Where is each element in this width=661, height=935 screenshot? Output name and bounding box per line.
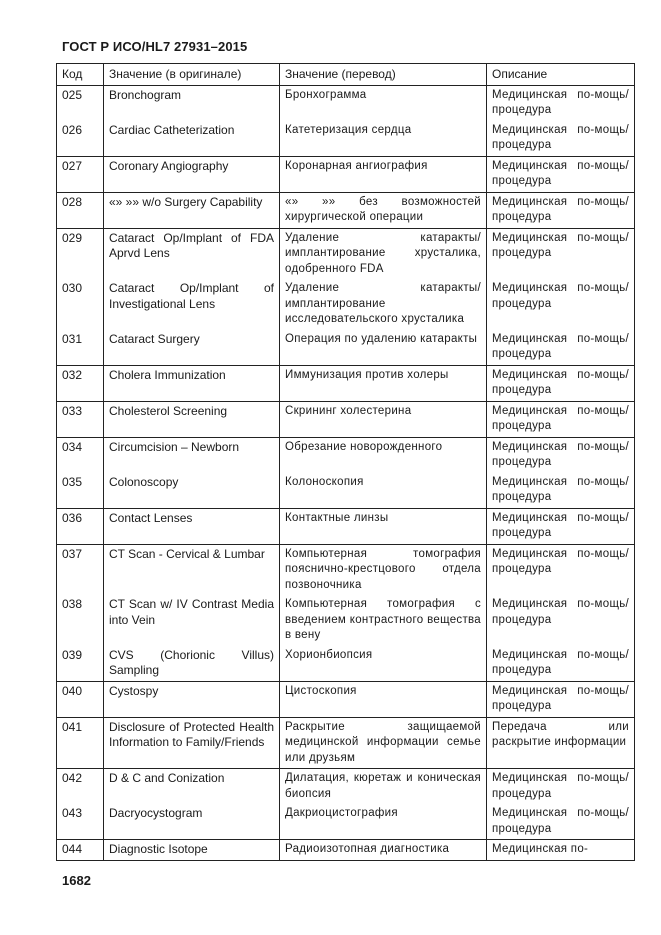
- cell-code: 035: [57, 473, 104, 509]
- cell-translation: Операция по удалению катаракты: [280, 330, 487, 366]
- table-row: [57, 365, 635, 401]
- table-row: [57, 595, 635, 646]
- cell-code: 025: [57, 85, 104, 121]
- cell-original: Bronchogram: [104, 85, 280, 121]
- page-number: 1682: [62, 873, 91, 888]
- cell-description: Медицинская по-мощь/ процедура: [487, 769, 635, 805]
- cell-original: Colonoscopy: [104, 473, 280, 509]
- cell-description: Медицинская по-: [487, 840, 635, 861]
- cell-original: CT Scan w/ IV Contrast Media into Vein: [104, 595, 280, 646]
- cell-original: Cardiac Catheterization: [104, 121, 280, 157]
- table-header-row: [57, 64, 635, 86]
- cell-translation: Компьютерная томография с введением контрастного вещества в вену: [280, 595, 487, 646]
- cell-original: CVS (Chorionic Villus) Sampling: [104, 646, 280, 682]
- cell-code: 042: [57, 769, 104, 805]
- cell-description: Медицинская по-мощь/ процедура: [487, 279, 635, 330]
- table-row: [57, 681, 635, 717]
- cell-original: Circumcision – Newborn: [104, 437, 280, 473]
- cell-code: 039: [57, 646, 104, 682]
- cell-translation: Бронхограмма: [280, 85, 487, 121]
- cell-code: 027: [57, 156, 104, 192]
- cell-translation: Обрезание новорожденного: [280, 437, 487, 473]
- table-body: [57, 85, 635, 860]
- cell-translation: «» »» без возможностей хирургической операции: [280, 192, 487, 228]
- cell-code: 033: [57, 401, 104, 437]
- cell-code: 036: [57, 508, 104, 544]
- table-row: [57, 840, 635, 861]
- cell-translation: Радиоизотопная диагностика: [280, 840, 487, 861]
- column-header-description: Описание: [487, 64, 635, 86]
- cell-original: «» »» w/o Surgery Capability: [104, 192, 280, 228]
- cell-description: Медицинская по-мощь/ процедура: [487, 121, 635, 157]
- cell-translation: Коронарная ангиография: [280, 156, 487, 192]
- table-row: [57, 192, 635, 228]
- cell-translation: Цистоскопия: [280, 681, 487, 717]
- cell-translation: Иммунизация против холеры: [280, 365, 487, 401]
- cell-original: Dacryocystogram: [104, 804, 280, 840]
- column-header-code: Код: [57, 64, 104, 86]
- table-row: [57, 804, 635, 840]
- cell-original: Contact Lenses: [104, 508, 280, 544]
- cell-description: Медицинская по-мощь/ процедура: [487, 681, 635, 717]
- cell-original: Disclosure of Protected Health Information to Family/Friends: [104, 717, 280, 769]
- cell-code: 037: [57, 544, 104, 595]
- cell-description: Медицинская по-мощь/ процедура: [487, 595, 635, 646]
- table-row: [57, 228, 635, 279]
- table-row: [57, 437, 635, 473]
- cell-translation: Дакриоцистография: [280, 804, 487, 840]
- cell-original: D & C and Conization: [104, 769, 280, 805]
- cell-description: Медицинская по-мощь/ процедура: [487, 544, 635, 595]
- cell-description: Медицинская по-мощь/ процедура: [487, 437, 635, 473]
- cell-translation: Катетеризация сердца: [280, 121, 487, 157]
- cell-translation: Удаление катаракты/ имплантирование исследовательского хрусталика: [280, 279, 487, 330]
- cell-code: 028: [57, 192, 104, 228]
- cell-description: Медицинская по-мощь/ процедура: [487, 473, 635, 509]
- table-row: [57, 544, 635, 595]
- table-row: [57, 473, 635, 509]
- cell-translation: Компьютерная томография пояснично-крестцового отдела позвоночника: [280, 544, 487, 595]
- cell-original: CT Scan - Cervical & Lumbar: [104, 544, 280, 595]
- cell-description: Медицинская по-мощь/ процедура: [487, 804, 635, 840]
- cell-original: Cataract Op/Implant of FDA Aprvd Lens: [104, 228, 280, 279]
- cell-description: Медицинская по-мощь/ процедура: [487, 228, 635, 279]
- cell-code: 029: [57, 228, 104, 279]
- cell-description: Медицинская по-мощь/ процедура: [487, 401, 635, 437]
- document-title: ГОСТ Р ИСО/HL7 27931–2015: [62, 39, 248, 54]
- cell-translation: Колоноскопия: [280, 473, 487, 509]
- cell-code: 026: [57, 121, 104, 157]
- cell-translation: Контактные линзы: [280, 508, 487, 544]
- cell-code: 031: [57, 330, 104, 366]
- table-row: [57, 279, 635, 330]
- cell-original: Cataract Surgery: [104, 330, 280, 366]
- cell-original: Coronary Angiography: [104, 156, 280, 192]
- cell-code: 043: [57, 804, 104, 840]
- cell-description: Медицинская по-мощь/ процедура: [487, 365, 635, 401]
- table-row: [57, 330, 635, 366]
- cell-code: 041: [57, 717, 104, 769]
- cell-translation: Раскрытие защищаемой медицинской информации семье или друзьям: [280, 717, 487, 769]
- cell-description: Медицинская по-мощь/ процедура: [487, 156, 635, 192]
- table-row: [57, 121, 635, 157]
- codes-table: [56, 63, 635, 861]
- cell-code: 038: [57, 595, 104, 646]
- cell-code: 032: [57, 365, 104, 401]
- table-row: [57, 646, 635, 682]
- table-row: [57, 508, 635, 544]
- cell-code: 040: [57, 681, 104, 717]
- table-row: [57, 401, 635, 437]
- column-header-translation: Значение (перевод): [280, 64, 487, 86]
- cell-description: Медицинская по-мощь/ процедура: [487, 192, 635, 228]
- table-row: [57, 717, 635, 769]
- cell-translation: Удаление катаракты/ имплантирование хрусталика, одобренного FDA: [280, 228, 487, 279]
- cell-description: Передача или раскрытие информации: [487, 717, 635, 769]
- cell-description: Медицинская по-мощь/ процедура: [487, 646, 635, 682]
- cell-description: Медицинская по-мощь/ процедура: [487, 508, 635, 544]
- table-row: [57, 156, 635, 192]
- cell-original: Cholesterol Screening: [104, 401, 280, 437]
- cell-code: 044: [57, 840, 104, 861]
- cell-code: 034: [57, 437, 104, 473]
- cell-code: 030: [57, 279, 104, 330]
- cell-description: Медицинская по-мощь/ процедура: [487, 85, 635, 121]
- cell-translation: Дилатация, кюретаж и коническая биопсия: [280, 769, 487, 805]
- cell-original: Cataract Op/Implant of Investigational Lens: [104, 279, 280, 330]
- cell-translation: Скрининг холестерина: [280, 401, 487, 437]
- cell-original: Cystospy: [104, 681, 280, 717]
- cell-original: Cholera Immunization: [104, 365, 280, 401]
- table-row: [57, 769, 635, 805]
- cell-translation: Хорионбиопсия: [280, 646, 487, 682]
- cell-description: Медицинская по-мощь/ процедура: [487, 330, 635, 366]
- cell-original: Diagnostic Isotope: [104, 840, 280, 861]
- column-header-original: Значение (в оригинале): [104, 64, 280, 86]
- table-row: [57, 85, 635, 121]
